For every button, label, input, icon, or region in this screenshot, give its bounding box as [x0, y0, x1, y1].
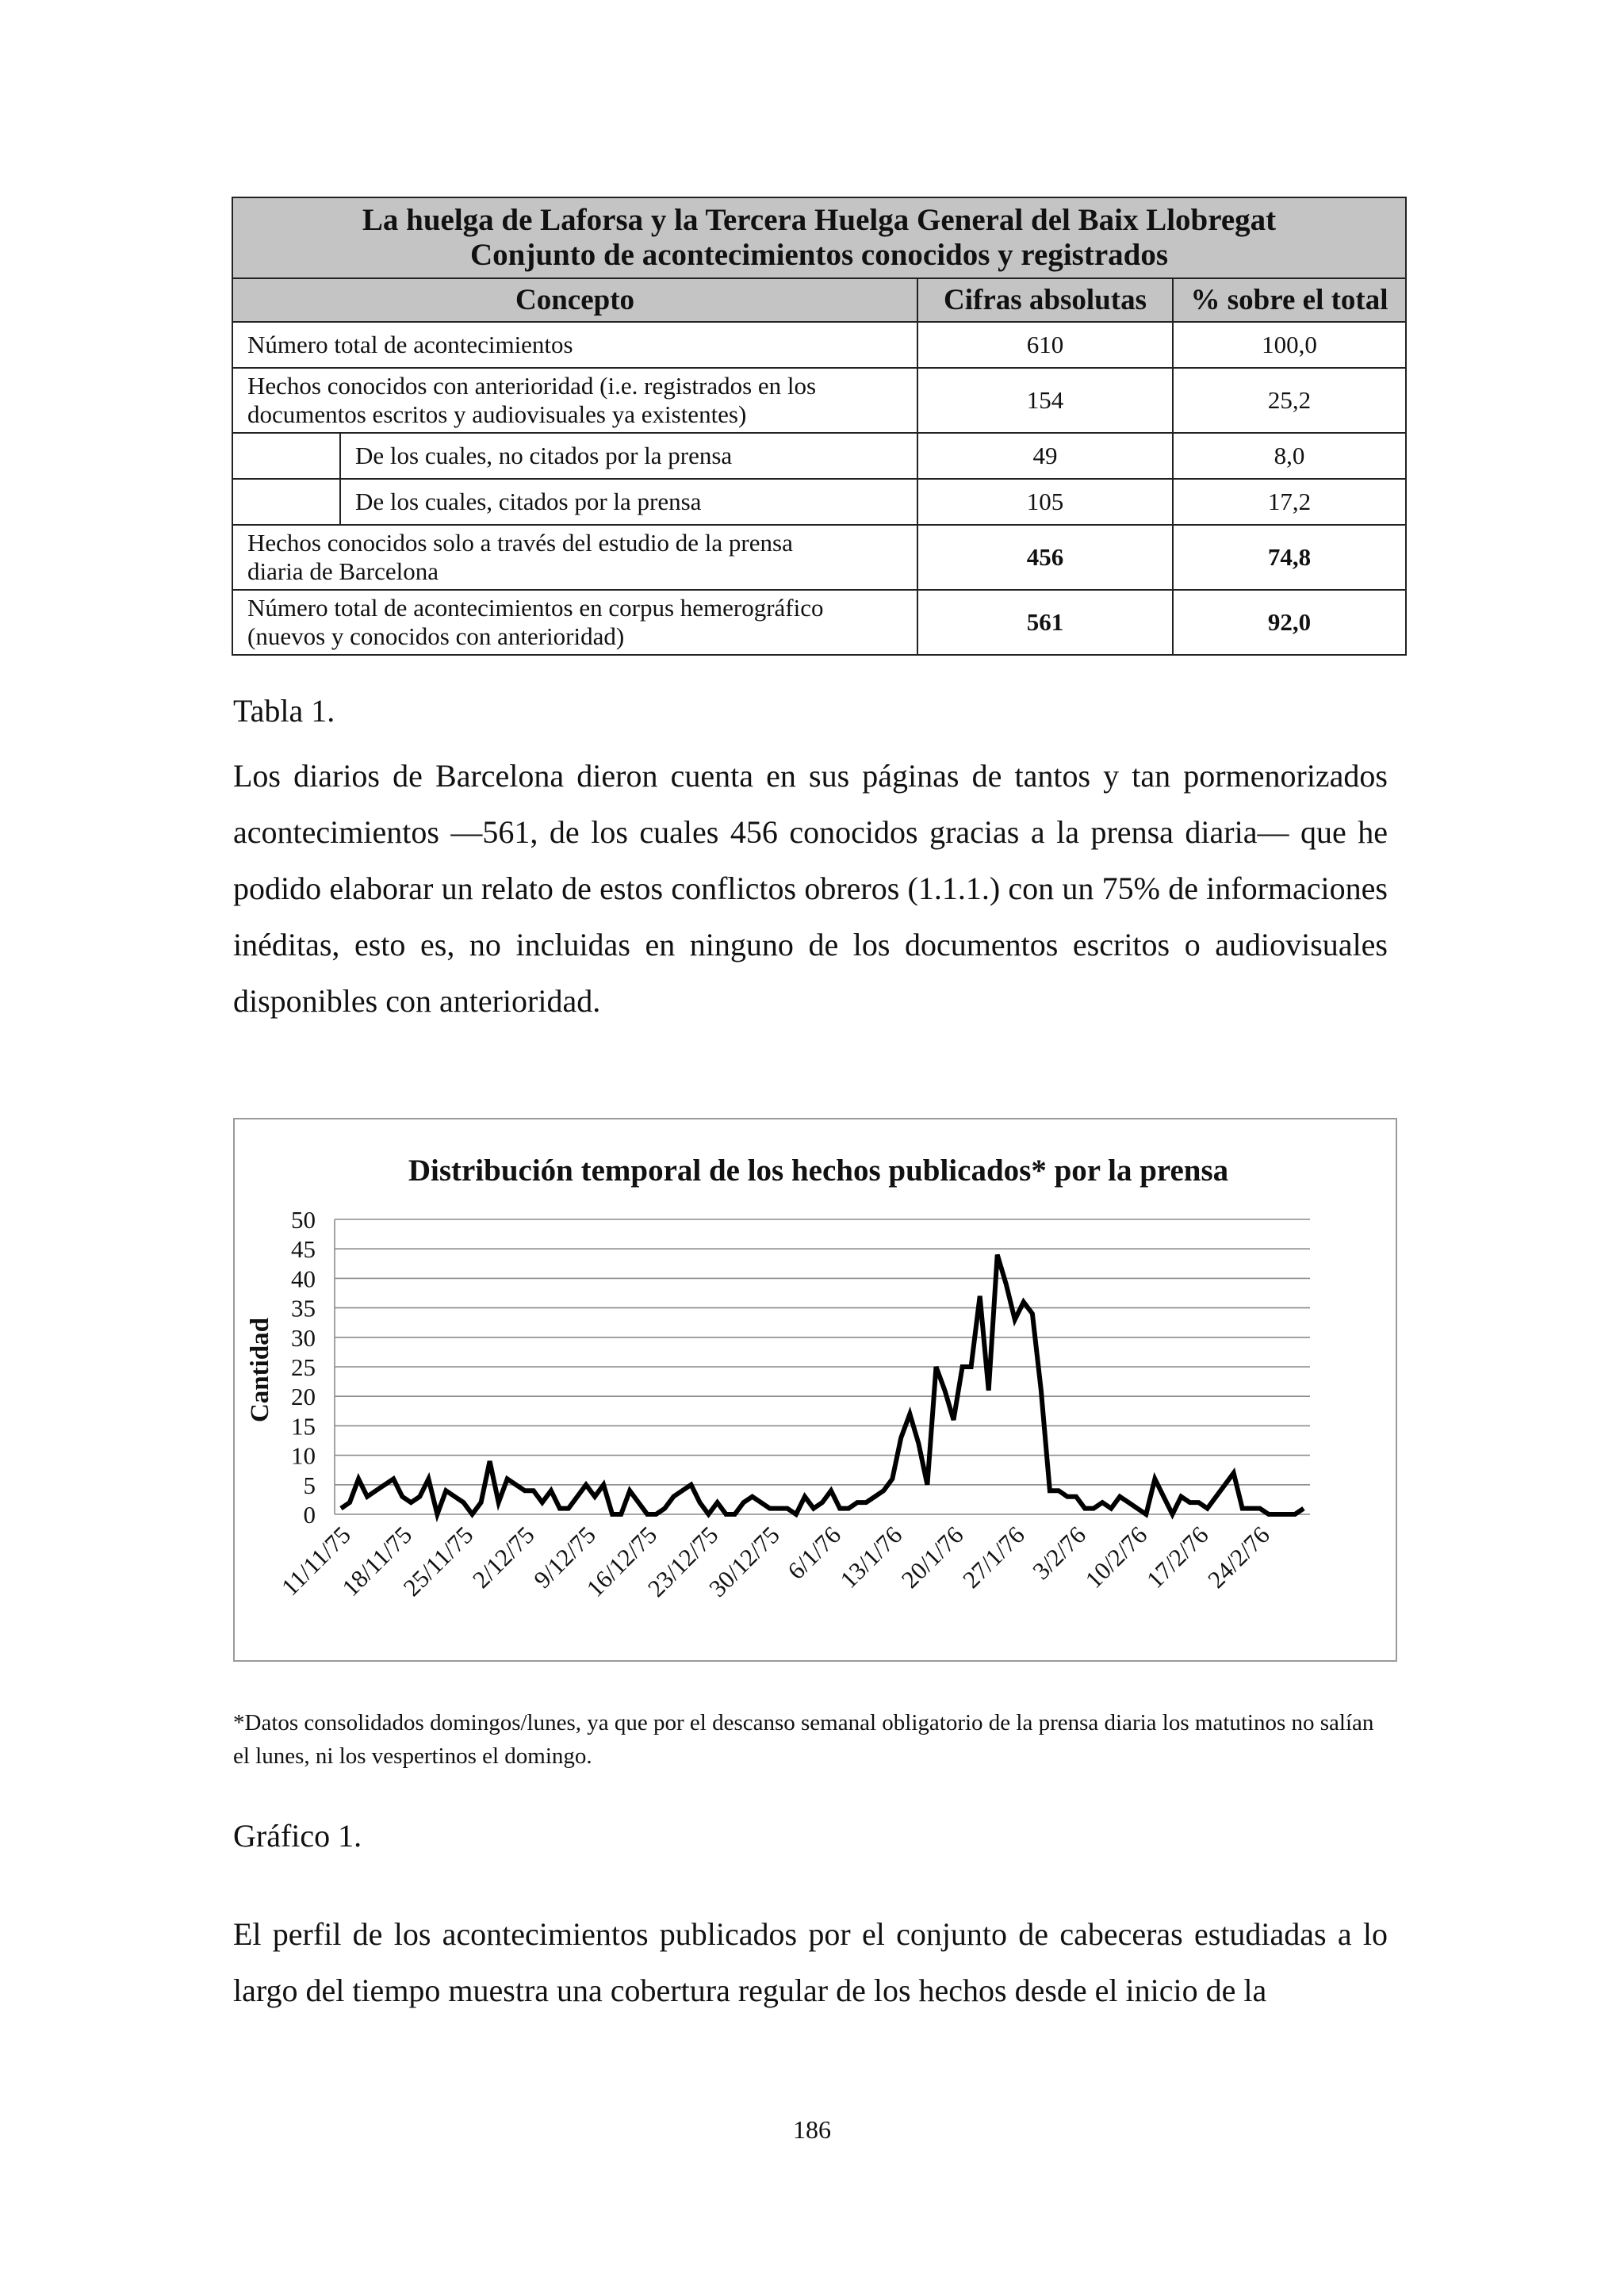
line-chart [235, 1119, 1396, 1660]
row-concept: De los cuales, no citados por la prensa [340, 433, 917, 479]
x-tick-label: 17/2/76 [1140, 1521, 1214, 1594]
table-title-line2: Conjunto de acontecimientos conocidos y registrados [470, 238, 1169, 272]
y-tick-label: 40 [291, 1265, 316, 1293]
page-number: 186 [793, 2115, 831, 2144]
indent-cell [232, 479, 340, 525]
x-tick-label: 6/1/76 [782, 1521, 846, 1585]
y-tick-label: 10 [291, 1441, 316, 1470]
chart-title: Distribución temporal de los hechos publicados* por la prensa [408, 1154, 1229, 1188]
row-percent: 100,0 [1173, 322, 1406, 368]
table-title [232, 197, 1406, 278]
table-row [232, 368, 1406, 433]
table-caption: Tabla 1. [233, 693, 335, 729]
events-table [232, 197, 1407, 656]
paragraph-1: Los diarios de Barcelona dieron cuenta en sus páginas de tantos y tan pormenorizados acontecimientos —561, de los cuales 456 conocidos gracias a la prensa diaria— que he podido elaborar un relato de estos conflictos obreros (1.1.1.) con un 75% de informaciones inéditas, esto es, no incluidas en ninguno de los documentos escritos o audiovisuales disponibles con anterioridad. [233, 758, 1388, 1019]
row-concept: De los cuales, citados por la prensa [340, 479, 917, 525]
table-row [232, 525, 1406, 590]
row-absolute: 456 [917, 525, 1173, 590]
x-tick-label: 27/1/76 [957, 1521, 1030, 1594]
table-row [232, 479, 1406, 525]
indent-cell [232, 433, 340, 479]
y-tick-label: 5 [303, 1471, 316, 1499]
x-tick-label: 3/2/76 [1027, 1521, 1092, 1585]
y-tick-label: 35 [291, 1294, 316, 1322]
x-tick-label: 20/1/76 [895, 1521, 969, 1594]
x-tick-labels [276, 1521, 1275, 1602]
y-tick-label: 25 [291, 1353, 316, 1381]
column-header-percent: % sobre el total [1173, 278, 1406, 322]
row-percent: 74,8 [1173, 525, 1406, 590]
chart-caption: Gráfico 1. [233, 1818, 362, 1854]
row-absolute: 154 [917, 368, 1173, 433]
y-tick-label: 30 [291, 1323, 316, 1352]
y-tick-label: 15 [291, 1412, 316, 1441]
row-percent: 92,0 [1173, 590, 1406, 655]
grid-lines [335, 1219, 1310, 1514]
table-title-line1: La huelga de Laforsa y la Tercera Huelga General del Baix Llobregat [362, 203, 1277, 237]
x-tick-label: 13/1/76 [834, 1521, 908, 1594]
x-tick-label: 9/12/75 [528, 1521, 601, 1594]
row-concept-line1: Número total de acontecimientos en corpus hemerográfico [247, 594, 824, 622]
row-concept-text: Número total de acontecimientos [247, 331, 573, 358]
x-tick-label: 23/12/75 [642, 1521, 724, 1602]
row-absolute: 105 [917, 479, 1173, 525]
chart-footnote: *Datos consolidados domingos/lunes, ya que por el descanso semanal obligatorio de la prensa diaria los matutinos no salían el lunes, ni los vespertinos el domingo. [233, 1710, 1374, 1769]
x-tick-label: 16/12/75 [580, 1521, 663, 1602]
row-concept [232, 368, 917, 433]
y-tick-labels [291, 1206, 316, 1529]
column-header-concept: Concepto [232, 278, 917, 322]
x-tick-label: 2/12/75 [466, 1521, 540, 1594]
y-axis-label: Cantidad [246, 1317, 274, 1423]
row-concept [232, 525, 917, 590]
y-tick-label: 45 [291, 1235, 316, 1264]
row-concept-line2: documentos escritos y audiovisuales ya existentes) [247, 400, 747, 428]
y-tick-label: 20 [291, 1383, 316, 1411]
row-percent: 8,0 [1173, 433, 1406, 479]
row-concept [232, 322, 917, 368]
row-absolute: 561 [917, 590, 1173, 655]
row-concept-line2: diaria de Barcelona [247, 557, 439, 585]
x-tick-label: 18/11/75 [336, 1521, 418, 1602]
chart-frame [233, 1118, 1397, 1662]
table-row [232, 433, 1406, 479]
x-tick-label: 11/11/75 [275, 1521, 356, 1601]
paragraph-2: El perfil de los acontecimientos publicados por el conjunto de cabeceras estudiadas a lo largo del tiempo muestra una cobertura regular de los hechos desde el inicio de la [233, 1916, 1388, 2008]
column-header-absolute: Cifras absolutas [917, 278, 1173, 322]
row-absolute: 610 [917, 322, 1173, 368]
row-percent: 25,2 [1173, 368, 1406, 433]
row-concept-line1: Hechos conocidos solo a través del estudio de la prensa [247, 529, 793, 557]
y-tick-label: 0 [303, 1501, 316, 1529]
row-concept-line1: Hechos conocidos con anterioridad (i.e. registrados en los [247, 372, 817, 400]
x-tick-label: 30/12/75 [703, 1521, 785, 1602]
x-tick-label: 10/2/76 [1079, 1521, 1153, 1594]
row-percent: 17,2 [1173, 479, 1406, 525]
row-concept-line2: (nuevos y conocidos con anterioridad) [247, 622, 625, 650]
table-row [232, 590, 1406, 655]
series-line [341, 1255, 1304, 1514]
row-absolute: 49 [917, 433, 1173, 479]
table-row [232, 322, 1406, 368]
y-tick-label: 50 [291, 1206, 316, 1234]
row-concept [232, 590, 917, 655]
x-tick-label: 24/2/76 [1202, 1521, 1275, 1594]
series-layer [341, 1255, 1304, 1514]
x-tick-label: 25/11/75 [397, 1521, 479, 1602]
